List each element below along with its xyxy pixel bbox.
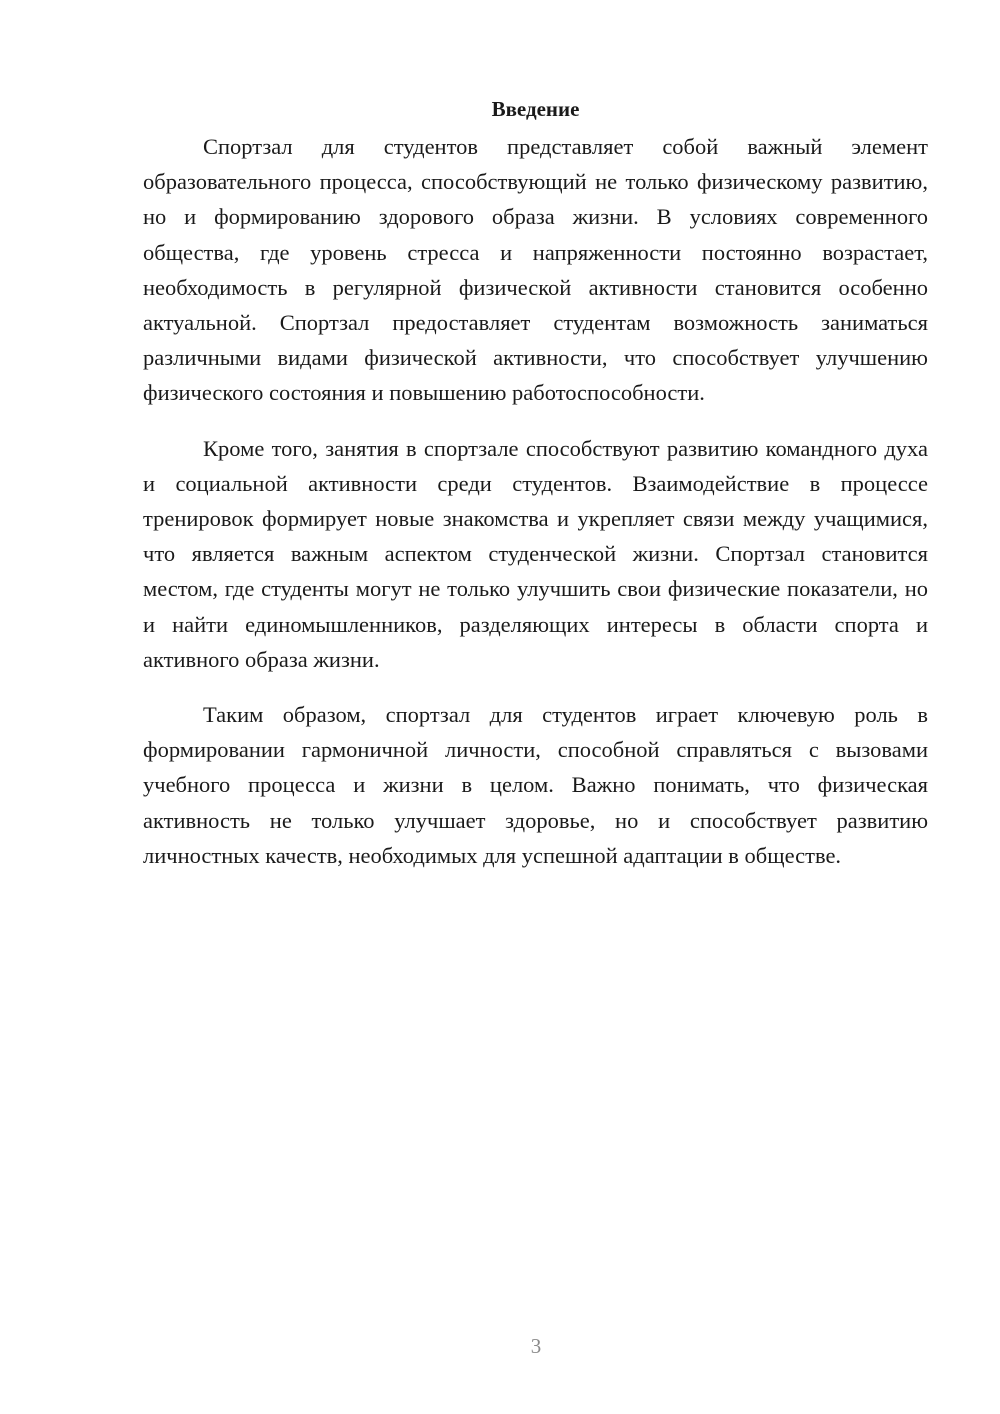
page-number: 3 — [530, 1334, 542, 1358]
paragraph-1: Спортзал для студентов представляет собой важный элемент образовательного процесса, способствующий не только физическому развитию, но и формированию здорового образа жизни. В условиях современного общества, где уровень стресса и напряженности постоянно возрастает, необходимость в регулярной физической активности становится особенно актуальной. Спортзал предоставляет студентам возможность заниматься различными видами физической активности, что способствует улучшению физического состояния и повышению работоспособности. — [143, 134, 928, 406]
paragraph-3: Таким образом, спортзал для студентов играет ключевую роль в формировании гармоничной личности, способной справляться с вызовами учебного процесса и жизни в целом. Важно понимать, что физическая активность не только улучшает здоровье, но и способствует развитию личностных качеств, необходимых для успешной адаптации в обществе. — [143, 702, 928, 868]
section-title: Введение — [491, 97, 580, 121]
page-content — [143, 92, 928, 873]
paragraph-2: Кроме того, занятия в спортзале способствуют развитию командного духа и социальной активности среди студентов. Взаимодействие в процессе тренировок формирует новые знакомства и укрепляет связи между учащимися, что является важным аспектом студенческой жизни. Спортзал становится местом, где студенты могут не только улучшить свои физические показатели, но и найти единомышленников, разделяющих интересы в области спорта и активного образа жизни. — [143, 435, 928, 672]
